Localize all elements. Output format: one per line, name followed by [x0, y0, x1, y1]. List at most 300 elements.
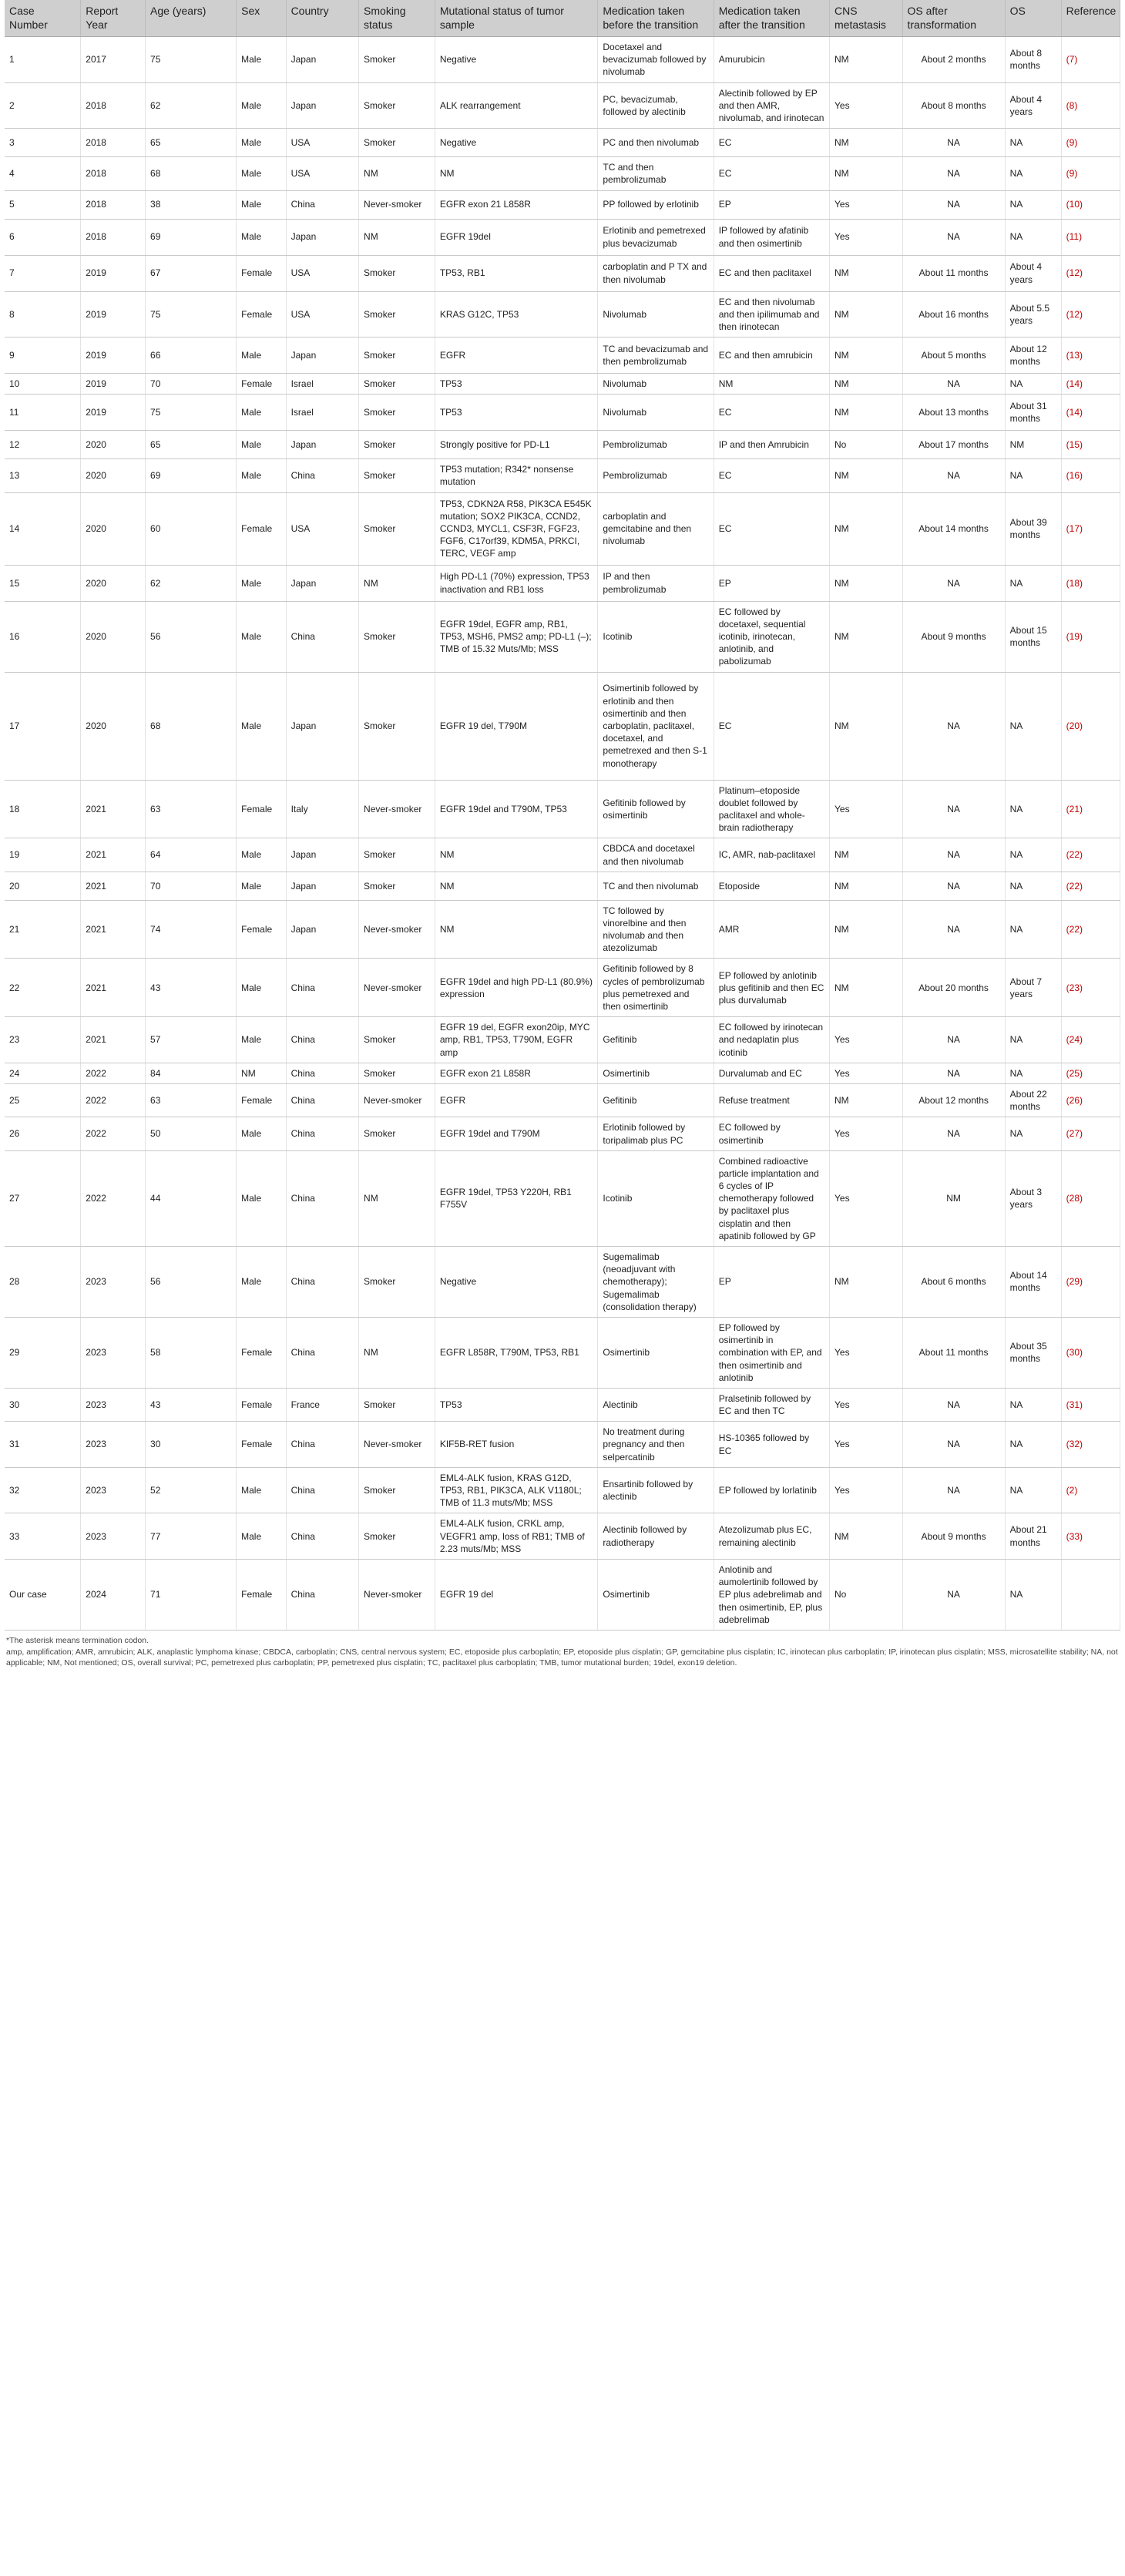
table-row: [5, 459, 1120, 492]
cell-mutational-status: NM: [435, 157, 598, 190]
cell-medication-before: Docetaxel and bevacizumab followed by nivolumab: [598, 37, 714, 83]
cell-medication-before: Alectinib followed by radiotherapy: [598, 1513, 714, 1560]
cell-case-number: 10: [5, 374, 81, 395]
cell-age: 63: [146, 780, 237, 838]
cell-medication-before: IP and then pembrolizumab: [598, 565, 714, 601]
cell-os-after-transformation: About 17 months: [902, 431, 1005, 459]
cell-case-number: 26: [5, 1117, 81, 1150]
cell-os-after-transformation: NA: [902, 1467, 1005, 1513]
cell-report-year: 2019: [81, 255, 146, 291]
cell-report-year: 2023: [81, 1467, 146, 1513]
cell-medication-before: Nivolumab: [598, 395, 714, 431]
cell-country: China: [286, 190, 358, 219]
column-header-report-year: Report Year: [81, 0, 146, 37]
cell-report-year: 2019: [81, 291, 146, 338]
cell-mutational-status: EGFR 19 del, EGFR exon20ip, MYC amp, RB1, TP53, T790M, EGFR amp: [435, 1017, 598, 1063]
cell-report-year: 2022: [81, 1150, 146, 1246]
cell-mutational-status: Negative: [435, 129, 598, 157]
cell-smoking-status: Smoker: [359, 82, 435, 129]
cell-sex: Female: [237, 255, 286, 291]
cell-report-year: 2018: [81, 219, 146, 255]
cell-reference: (21): [1061, 780, 1120, 838]
table-row: [5, 431, 1120, 459]
cell-medication-before: Nivolumab: [598, 291, 714, 338]
cell-mutational-status: EGFR 19del, EGFR amp, RB1, TP53, MSH6, PMS2 amp; PD-L1 (–); TMB of 15.32 Muts/Mb; MSS: [435, 601, 598, 672]
column-header-medication-after: Medication taken after the transition: [714, 0, 829, 37]
cell-medication-after: EC: [714, 157, 829, 190]
cell-age: 38: [146, 190, 237, 219]
cell-smoking-status: Smoker: [359, 838, 435, 872]
cell-case-number: 12: [5, 431, 81, 459]
cell-report-year: 2023: [81, 1513, 146, 1560]
cell-medication-before: Gefitinib followed by osimertinib: [598, 780, 714, 838]
cell-os: About 35 months: [1005, 1317, 1061, 1388]
cell-medication-after: EP: [714, 190, 829, 219]
table-row: [5, 1559, 1120, 1630]
cell-mutational-status: EGFR 19del, TP53 Y220H, RB1 F755V: [435, 1150, 598, 1246]
table-row: [5, 291, 1120, 338]
cell-report-year: 2022: [81, 1083, 146, 1117]
cell-medication-after: EP followed by osimertinib in combination with EP, and then osimertinib and anlotinib: [714, 1317, 829, 1388]
cell-cns-metastasis: NM: [830, 395, 902, 431]
cell-country: Italy: [286, 780, 358, 838]
cell-country: China: [286, 1083, 358, 1117]
cell-mutational-status: TP53 mutation; R342* nonsense mutation: [435, 459, 598, 492]
table-footnotes: [5, 1631, 1120, 1669]
cell-country: Japan: [286, 672, 358, 780]
cell-age: 67: [146, 255, 237, 291]
cell-mutational-status: NM: [435, 900, 598, 959]
cell-os: About 7 years: [1005, 959, 1061, 1017]
cell-age: 75: [146, 395, 237, 431]
cell-os: NA: [1005, 459, 1061, 492]
cell-medication-before: Osimertinib followed by erlotinib and then osimertinib and then carboplatin, paclitaxel, docetaxel, and pemetrexed and then S-1 monotherapy: [598, 672, 714, 780]
cell-smoking-status: Never-smoker: [359, 1083, 435, 1117]
cell-os: NA: [1005, 157, 1061, 190]
cell-smoking-status: Smoker: [359, 492, 435, 565]
cell-os-after-transformation: NA: [902, 838, 1005, 872]
cell-medication-before: Sugemalimab (neoadjuvant with chemotherapy); Sugemalimab (consolidation therapy): [598, 1247, 714, 1318]
cell-os-after-transformation: NA: [902, 1017, 1005, 1063]
table-row: [5, 219, 1120, 255]
cell-mutational-status: KRAS G12C, TP53: [435, 291, 598, 338]
cell-cns-metastasis: Yes: [830, 82, 902, 129]
column-header-os-after-transformation: OS after transformation: [902, 0, 1005, 37]
cell-country: Japan: [286, 431, 358, 459]
cell-mutational-status: EML4-ALK fusion, KRAS G12D, TP53, RB1, PIK3CA, ALK V1180L; TMB of 11.3 muts/Mb; MSS: [435, 1467, 598, 1513]
cell-os: About 22 months: [1005, 1083, 1061, 1117]
cell-sex: Male: [237, 1150, 286, 1246]
cell-mutational-status: KIF5B-RET fusion: [435, 1422, 598, 1468]
cell-mutational-status: NM: [435, 872, 598, 900]
cell-os-after-transformation: About 16 months: [902, 291, 1005, 338]
cell-medication-after: EC and then nivolumab and then ipilimumab and then irinotecan: [714, 291, 829, 338]
cell-sex: Female: [237, 780, 286, 838]
cell-os-after-transformation: About 11 months: [902, 1317, 1005, 1388]
cell-age: 44: [146, 1150, 237, 1246]
cell-report-year: 2023: [81, 1388, 146, 1421]
cell-mutational-status: EGFR exon 21 L858R: [435, 1063, 598, 1083]
case-table: [5, 0, 1120, 1631]
cell-medication-before: PC, bevacizumab, followed by alectinib: [598, 82, 714, 129]
footnote-abbreviations: amp, amplification; AMR, amrubicin; ALK, anaplastic lymphoma kinase; CBDCA, carboplatin; CNS, central nervous system; EC, etoposide plus carboplatin; EP, etoposide plus cisplatin; GP, gemcitabine plus cisplatin; IC, irinotecan plus carboplatin; IP, irinotecan plus cisplatin; MSS, microsatellite stability; NA, not applicable; NM, Not mentioned; OS, overall survival; PC, pemetrexed plus carboplatin; PP, pemetrexed plus cisplatin; TC, paclitaxel plus carboplatin; TMB, tumor mutational burden; 19del, exon19 deletion.: [6, 1647, 1118, 1668]
cell-smoking-status: NM: [359, 565, 435, 601]
cell-cns-metastasis: NM: [830, 1083, 902, 1117]
cell-medication-before: Osimertinib: [598, 1559, 714, 1630]
cell-medication-before: Erlotinib and pemetrexed plus bevacizumab: [598, 219, 714, 255]
cell-medication-after: Combined radioactive particle implantation and 6 cycles of IP chemotherapy followed by paclitaxel plus cisplatin and then apatinib followed by GP: [714, 1150, 829, 1246]
cell-os: NA: [1005, 872, 1061, 900]
cell-cns-metastasis: NM: [830, 255, 902, 291]
cell-cns-metastasis: NM: [830, 900, 902, 959]
table-row: [5, 129, 1120, 157]
cell-smoking-status: Smoker: [359, 395, 435, 431]
cell-reference: (13): [1061, 338, 1120, 374]
cell-country: Japan: [286, 82, 358, 129]
cell-age: 43: [146, 959, 237, 1017]
cell-cns-metastasis: NM: [830, 157, 902, 190]
cell-sex: Male: [237, 1467, 286, 1513]
cell-mutational-status: EGFR 19del and high PD-L1 (80.9%) expression: [435, 959, 598, 1017]
cell-medication-after: EP followed by anlotinib plus gefitinib and then EC plus durvalumab: [714, 959, 829, 1017]
cell-medication-before: Osimertinib: [598, 1063, 714, 1083]
table-row: [5, 1317, 1120, 1388]
cell-country: China: [286, 1467, 358, 1513]
cell-country: Israel: [286, 395, 358, 431]
cell-reference: (29): [1061, 1247, 1120, 1318]
cell-age: 56: [146, 1247, 237, 1318]
cell-os: NA: [1005, 780, 1061, 838]
cell-age: 75: [146, 37, 237, 83]
cell-smoking-status: Smoker: [359, 1467, 435, 1513]
cell-os-after-transformation: NA: [902, 374, 1005, 395]
table-row: [5, 338, 1120, 374]
cell-case-number: 27: [5, 1150, 81, 1246]
cell-smoking-status: Smoker: [359, 872, 435, 900]
cell-os-after-transformation: NA: [902, 565, 1005, 601]
cell-cns-metastasis: Yes: [830, 219, 902, 255]
cell-medication-after: IC, AMR, nab-paclitaxel: [714, 838, 829, 872]
cell-smoking-status: Smoker: [359, 255, 435, 291]
cell-sex: Male: [237, 129, 286, 157]
cell-os-after-transformation: NA: [902, 190, 1005, 219]
table-row: [5, 1017, 1120, 1063]
cell-cns-metastasis: NM: [830, 872, 902, 900]
cell-sex: Male: [237, 601, 286, 672]
cell-cns-metastasis: NM: [830, 959, 902, 1017]
cell-medication-after: Atezolizumab plus EC, remaining alectinib: [714, 1513, 829, 1560]
cell-reference: (8): [1061, 82, 1120, 129]
cell-sex: Female: [237, 374, 286, 395]
cell-age: 69: [146, 459, 237, 492]
cell-sex: Female: [237, 291, 286, 338]
cell-medication-after: EC followed by irinotecan and nedaplatin plus icotinib: [714, 1017, 829, 1063]
cell-case-number: 29: [5, 1317, 81, 1388]
cell-medication-before: Icotinib: [598, 601, 714, 672]
cell-case-number: 15: [5, 565, 81, 601]
cell-country: China: [286, 1017, 358, 1063]
cell-cns-metastasis: Yes: [830, 1422, 902, 1468]
cell-case-number: 28: [5, 1247, 81, 1318]
cell-medication-before: Osimertinib: [598, 1317, 714, 1388]
cell-medication-after: Alectinib followed by EP and then AMR, nivolumab, and irinotecan: [714, 82, 829, 129]
cell-report-year: 2020: [81, 492, 146, 565]
cell-medication-before: Alectinib: [598, 1388, 714, 1421]
cell-medication-after: EP: [714, 565, 829, 601]
cell-os: About 31 months: [1005, 395, 1061, 431]
cell-os: About 4 years: [1005, 255, 1061, 291]
cell-medication-after: EC: [714, 492, 829, 565]
cell-os-after-transformation: About 13 months: [902, 395, 1005, 431]
cell-medication-after: AMR: [714, 900, 829, 959]
cell-smoking-status: Never-smoker: [359, 190, 435, 219]
cell-country: China: [286, 1513, 358, 1560]
cell-report-year: 2021: [81, 872, 146, 900]
cell-age: 58: [146, 1317, 237, 1388]
cell-case-number: 20: [5, 872, 81, 900]
cell-smoking-status: Smoker: [359, 374, 435, 395]
cell-age: 68: [146, 672, 237, 780]
cell-country: China: [286, 1317, 358, 1388]
cell-age: 57: [146, 1017, 237, 1063]
table-row: [5, 1388, 1120, 1421]
cell-sex: NM: [237, 1063, 286, 1083]
cell-country: Japan: [286, 219, 358, 255]
cell-report-year: 2021: [81, 959, 146, 1017]
cell-country: Japan: [286, 838, 358, 872]
cell-medication-before: No treatment during pregnancy and then selpercatinib: [598, 1422, 714, 1468]
cell-report-year: 2020: [81, 459, 146, 492]
cell-reference: (18): [1061, 565, 1120, 601]
cell-case-number: 21: [5, 900, 81, 959]
cell-smoking-status: Smoker: [359, 1117, 435, 1150]
cell-medication-after: IP followed by afatinib and then osimertinib: [714, 219, 829, 255]
cell-report-year: 2018: [81, 82, 146, 129]
cell-sex: Male: [237, 872, 286, 900]
cell-report-year: 2021: [81, 838, 146, 872]
cell-case-number: 32: [5, 1467, 81, 1513]
cell-os: NA: [1005, 1559, 1061, 1630]
table-row: [5, 780, 1120, 838]
cell-reference: (24): [1061, 1017, 1120, 1063]
cell-os: About 5.5 years: [1005, 291, 1061, 338]
cell-case-number: Our case: [5, 1559, 81, 1630]
cell-medication-after: EP followed by lorlatinib: [714, 1467, 829, 1513]
cell-medication-after: Etoposide: [714, 872, 829, 900]
cell-report-year: 2019: [81, 395, 146, 431]
cell-report-year: 2019: [81, 374, 146, 395]
cell-report-year: 2019: [81, 338, 146, 374]
cell-os: NA: [1005, 672, 1061, 780]
cell-medication-after: Pralsetinib followed by EC and then TC: [714, 1388, 829, 1421]
cell-medication-after: EP: [714, 1247, 829, 1318]
table-row: [5, 1247, 1120, 1318]
cell-smoking-status: Smoker: [359, 672, 435, 780]
cell-mutational-status: TP53: [435, 395, 598, 431]
cell-reference: (7): [1061, 37, 1120, 83]
cell-country: China: [286, 1422, 358, 1468]
cell-sex: Female: [237, 1559, 286, 1630]
cell-smoking-status: Smoker: [359, 37, 435, 83]
cell-cns-metastasis: Yes: [830, 1063, 902, 1083]
cell-os-after-transformation: NA: [902, 1117, 1005, 1150]
cell-os-after-transformation: About 11 months: [902, 255, 1005, 291]
cell-smoking-status: Smoker: [359, 1513, 435, 1560]
table-row: [5, 37, 1120, 83]
cell-cns-metastasis: NM: [830, 838, 902, 872]
cell-sex: Female: [237, 1083, 286, 1117]
cell-os-after-transformation: About 9 months: [902, 601, 1005, 672]
cell-age: 74: [146, 900, 237, 959]
cell-sex: Male: [237, 838, 286, 872]
table-row: [5, 565, 1120, 601]
column-header-country: Country: [286, 0, 358, 37]
cell-age: 30: [146, 1422, 237, 1468]
cell-country: USA: [286, 157, 358, 190]
cell-medication-before: carboplatin and gemcitabine and then nivolumab: [598, 492, 714, 565]
cell-cns-metastasis: Yes: [830, 1467, 902, 1513]
cell-age: 66: [146, 338, 237, 374]
cell-medication-before: TC and bevacizumab and then pembrolizumab: [598, 338, 714, 374]
cell-case-number: 7: [5, 255, 81, 291]
cell-age: 84: [146, 1063, 237, 1083]
cell-age: 75: [146, 291, 237, 338]
cell-smoking-status: NM: [359, 1317, 435, 1388]
cell-medication-before: Gefitinib: [598, 1017, 714, 1063]
cell-case-number: 5: [5, 190, 81, 219]
cell-os: NA: [1005, 565, 1061, 601]
cell-sex: Male: [237, 219, 286, 255]
cell-os-after-transformation: NA: [902, 459, 1005, 492]
cell-cns-metastasis: NM: [830, 37, 902, 83]
cell-os-after-transformation: About 6 months: [902, 1247, 1005, 1318]
cell-country: China: [286, 1117, 358, 1150]
cell-case-number: 13: [5, 459, 81, 492]
cell-sex: Female: [237, 1388, 286, 1421]
table-header-row: [5, 0, 1120, 37]
cell-country: USA: [286, 291, 358, 338]
cell-age: 50: [146, 1117, 237, 1150]
cell-report-year: 2023: [81, 1317, 146, 1388]
cell-os-after-transformation: About 2 months: [902, 37, 1005, 83]
cell-reference: (28): [1061, 1150, 1120, 1246]
table-row: [5, 1063, 1120, 1083]
cell-mutational-status: Negative: [435, 1247, 598, 1318]
cell-os: About 4 years: [1005, 82, 1061, 129]
cell-country: France: [286, 1388, 358, 1421]
cell-medication-after: EC: [714, 672, 829, 780]
cell-smoking-status: Never-smoker: [359, 959, 435, 1017]
cell-report-year: 2022: [81, 1117, 146, 1150]
cell-country: Japan: [286, 565, 358, 601]
cell-os: NA: [1005, 1467, 1061, 1513]
cell-age: 71: [146, 1559, 237, 1630]
cell-mutational-status: EGFR: [435, 1083, 598, 1117]
cell-medication-after: EC and then paclitaxel: [714, 255, 829, 291]
cell-os: NA: [1005, 129, 1061, 157]
cell-os-after-transformation: NA: [902, 157, 1005, 190]
cell-cns-metastasis: No: [830, 1559, 902, 1630]
cell-medication-before: Nivolumab: [598, 374, 714, 395]
cell-os: About 8 months: [1005, 37, 1061, 83]
cell-medication-before: carboplatin and P TX and then nivolumab: [598, 255, 714, 291]
cell-reference: (32): [1061, 1422, 1120, 1468]
cell-medication-after: EC: [714, 459, 829, 492]
column-header-sex: Sex: [237, 0, 286, 37]
column-header-medication-before: Medication taken before the transition: [598, 0, 714, 37]
cell-medication-before: TC followed by vinorelbine and then nivolumab and then atezolizumab: [598, 900, 714, 959]
cell-os-after-transformation: NA: [902, 129, 1005, 157]
cell-country: China: [286, 959, 358, 1017]
cell-country: USA: [286, 492, 358, 565]
cell-sex: Male: [237, 1117, 286, 1150]
cell-medication-before: Gefitinib: [598, 1083, 714, 1117]
cell-report-year: 2023: [81, 1247, 146, 1318]
cell-os-after-transformation: NA: [902, 900, 1005, 959]
cell-cns-metastasis: NM: [830, 601, 902, 672]
cell-age: 70: [146, 374, 237, 395]
cell-medication-before: PC and then nivolumab: [598, 129, 714, 157]
cell-medication-before: Gefitinib followed by 8 cycles of pembrolizumab plus pemetrexed and then osimertinib: [598, 959, 714, 1017]
cell-country: USA: [286, 255, 358, 291]
cell-os-after-transformation: NA: [902, 1422, 1005, 1468]
table-row: [5, 374, 1120, 395]
cell-os: NA: [1005, 190, 1061, 219]
cell-mutational-status: EGFR 19 del: [435, 1559, 598, 1630]
cell-reference: (15): [1061, 431, 1120, 459]
cell-os-after-transformation: About 12 months: [902, 1083, 1005, 1117]
cell-medication-before: Erlotinib followed by toripalimab plus PC: [598, 1117, 714, 1150]
cell-reference: (22): [1061, 900, 1120, 959]
table-row: [5, 1150, 1120, 1246]
cell-case-number: 2: [5, 82, 81, 129]
table-row: [5, 1467, 1120, 1513]
cell-country: USA: [286, 129, 358, 157]
cell-mutational-status: TP53: [435, 1388, 598, 1421]
cell-os-after-transformation: NA: [902, 872, 1005, 900]
cell-os-after-transformation: NM: [902, 1150, 1005, 1246]
cell-mutational-status: ALK rearrangement: [435, 82, 598, 129]
cell-cns-metastasis: NM: [830, 374, 902, 395]
cell-medication-before: CBDCA and docetaxel and then nivolumab: [598, 838, 714, 872]
cell-age: 56: [146, 601, 237, 672]
cell-cns-metastasis: Yes: [830, 780, 902, 838]
table-row: [5, 601, 1120, 672]
cell-report-year: 2017: [81, 37, 146, 83]
cell-reference: [1061, 1559, 1120, 1630]
cell-reference: (16): [1061, 459, 1120, 492]
cell-reference: (25): [1061, 1063, 1120, 1083]
cell-medication-after: HS-10365 followed by EC: [714, 1422, 829, 1468]
cell-country: China: [286, 601, 358, 672]
cell-cns-metastasis: NM: [830, 565, 902, 601]
cell-os: About 14 months: [1005, 1247, 1061, 1318]
cell-report-year: 2021: [81, 1017, 146, 1063]
cell-sex: Male: [237, 338, 286, 374]
cell-medication-after: Platinum–etoposide doublet followed by paclitaxel and whole-brain radiotherapy: [714, 780, 829, 838]
cell-case-number: 23: [5, 1017, 81, 1063]
cell-os-after-transformation: About 8 months: [902, 82, 1005, 129]
cell-medication-after: EC followed by osimertinib: [714, 1117, 829, 1150]
cell-os: NA: [1005, 1117, 1061, 1150]
table-row: [5, 157, 1120, 190]
cell-sex: Female: [237, 1317, 286, 1388]
cell-smoking-status: Smoker: [359, 1017, 435, 1063]
cell-smoking-status: NM: [359, 1150, 435, 1246]
column-header-age: Age (years): [146, 0, 237, 37]
cell-reference: (20): [1061, 672, 1120, 780]
table-row: [5, 838, 1120, 872]
